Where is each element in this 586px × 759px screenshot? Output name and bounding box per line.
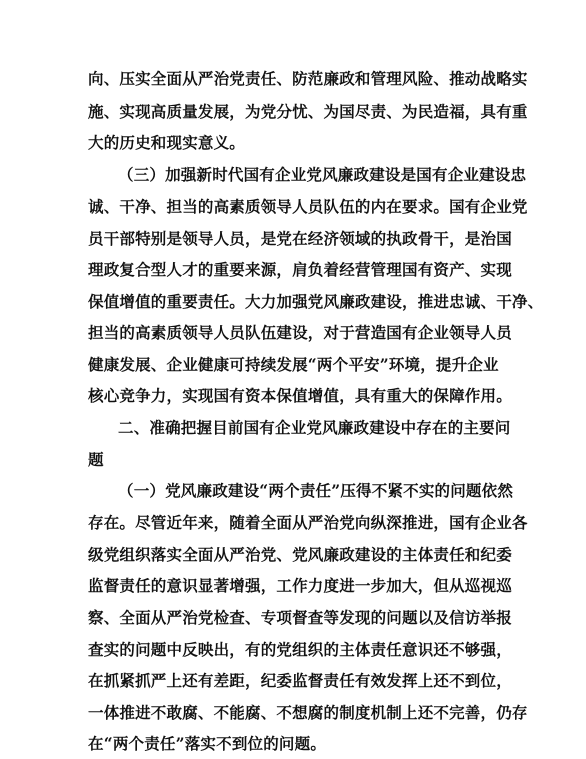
paragraph-line: 施、实现高质量发展，为党分忧、为国尽责、为民造福，具有重 xyxy=(88,102,528,121)
section-heading: 题 xyxy=(88,450,104,469)
paragraph-line: 在“两个责任”落实不到位的问题。 xyxy=(88,734,327,753)
paragraph-line: 大的历史和现实意义。 xyxy=(88,133,246,152)
paragraph-line: 查实的问题中反映出，有的党组织的主体责任意识还不够强， xyxy=(88,640,512,659)
paragraph-line: 员干部特别是领导人员，是党在经济领域的执政骨干，是治国 xyxy=(88,229,512,248)
section-heading: 二、准确把握目前国有企业党风廉政建设中存在的主要问 xyxy=(118,418,511,437)
paragraph-line: （三）加强新时代国有企业党风廉政建设是国有企业建设忠 xyxy=(118,165,527,184)
paragraph-line: （一）党风廉政建设“两个责任”压得不紧不实的问题依然 xyxy=(118,481,514,500)
paragraph-line: 向、压实全面从严治党责任、防范廉政和管理风险、推动战略实 xyxy=(88,69,528,88)
paragraph-line: 级党组织落实全面从严治党、党风廉政建设的主体责任和纪委 xyxy=(88,545,512,564)
paragraph-line: 在抓紧抓严上还有差距，纪委监督责任有效发挥上还不到位， xyxy=(88,671,512,690)
paragraph-line: 担当的高素质领导人员队伍建设，对于营造国有企业领导人员 xyxy=(88,323,512,342)
paragraph-line: 察、全面从严治党检查、专项督查等发现的问题以及信访举报 xyxy=(88,608,512,627)
paragraph-line: 核心竞争力，实现国有资本保值增值，具有重大的保障作用。 xyxy=(88,386,512,405)
paragraph-line: 健康发展、企业健康可持续发展“两个平安”环境，提升企业 xyxy=(88,355,499,374)
paragraph-line: 保值增值的重要责任。大力加强党风廉政建设，推进忠诚、干净、 xyxy=(88,292,544,311)
paragraph-line: 监督责任的意识显著增强，工作力度进一步加大，但从巡视巡 xyxy=(88,576,512,595)
paragraph-line: 诚、干净、担当的高素质领导人员队伍的内在要求。国有企业党 xyxy=(88,197,528,216)
paragraph-line: 一体推进不敢腐、不能腐、不想腐的制度机制上还不完善，仍存 xyxy=(88,703,528,722)
paragraph-line: 理政复合型人才的重要来源，肩负着经营管理国有资产、实现 xyxy=(88,260,512,279)
paragraph-line: 存在。尽管近年来，随着全面从严治党向纵深推进，国有企业各 xyxy=(88,513,528,532)
